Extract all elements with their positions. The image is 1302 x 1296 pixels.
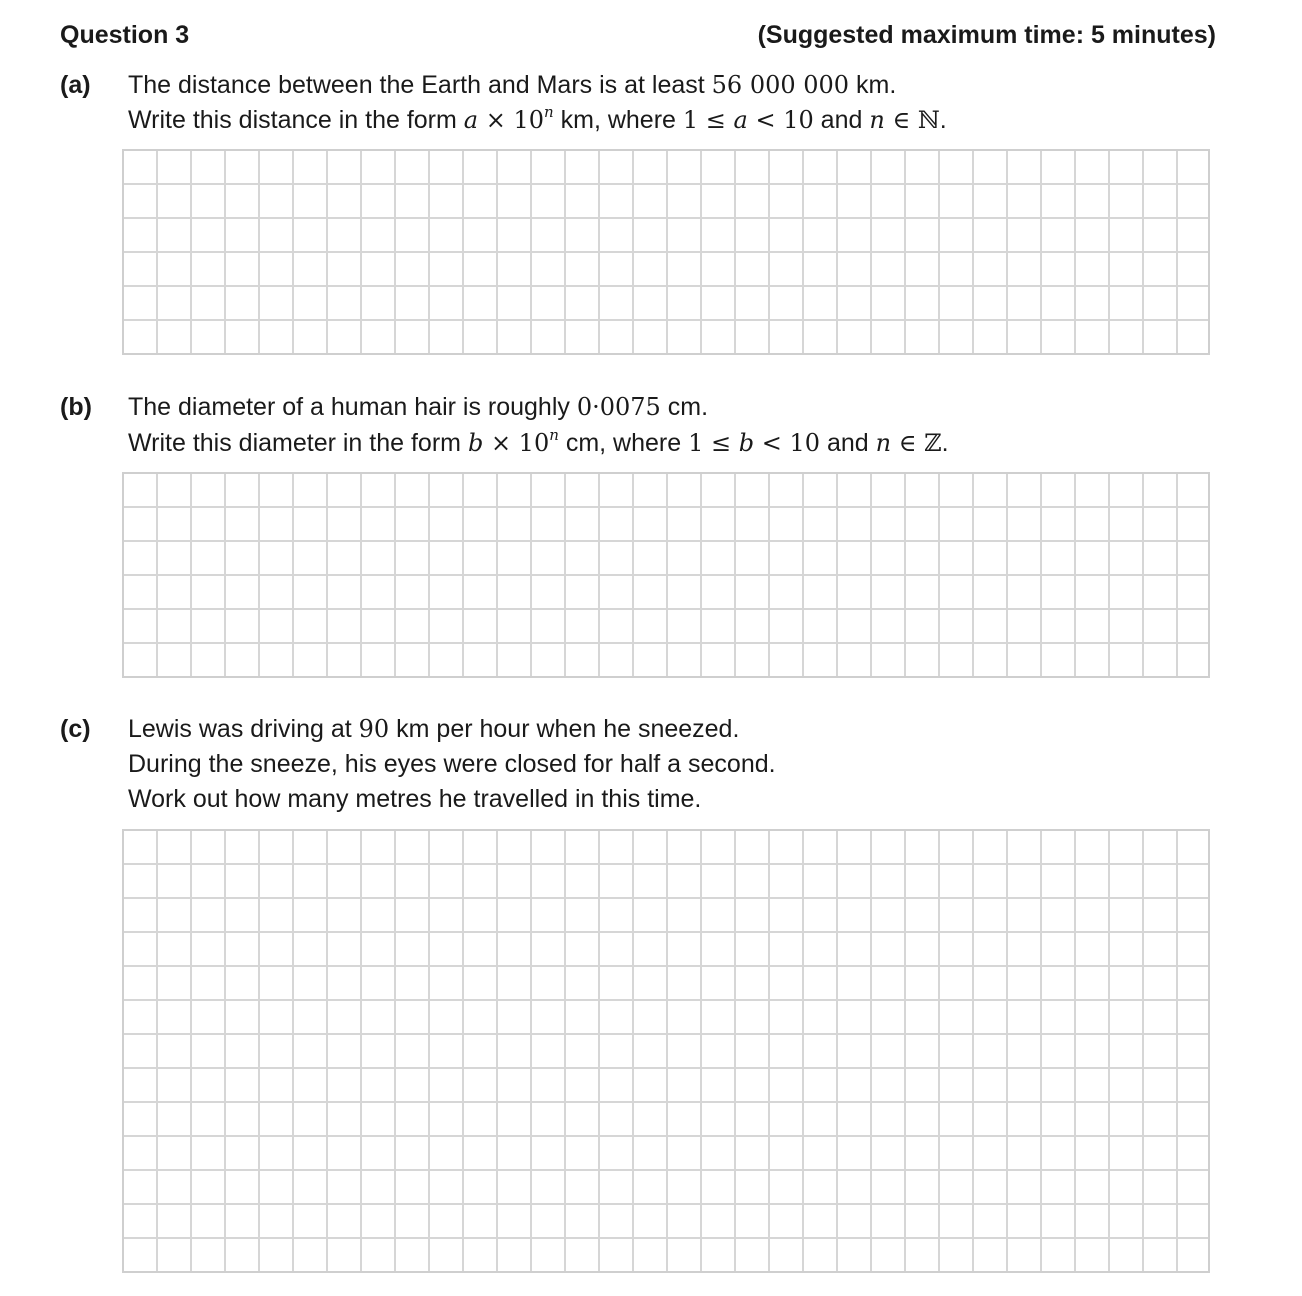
- part-a-text: The distance between the Earth and Mars is at least: [128, 71, 712, 99]
- part-b-label: (b): [60, 393, 92, 421]
- part-a-unit-where: km, where: [553, 106, 683, 134]
- part-c-text-end: km per hour when he sneezed.: [389, 715, 740, 743]
- time-note: (Suggested maximum time: 5 minutes): [757, 21, 1216, 49]
- part-c-line-3: Work out how many metres he travelled in this time.: [128, 785, 702, 813]
- part-c-speed-value: 90: [358, 715, 390, 743]
- part-a-line-1: [128, 70, 896, 100]
- part-a-n-var: n: [869, 106, 885, 134]
- part-b-instruction: Write this diameter in the form: [128, 429, 468, 457]
- question-title: Question 3: [60, 21, 190, 49]
- part-b-and: and: [820, 429, 876, 457]
- answer-grid-c[interactable]: [122, 829, 1210, 1273]
- part-a-label: (a): [60, 71, 91, 99]
- part-a-times-ten: × 10: [478, 106, 544, 134]
- part-a-and: and: [813, 106, 870, 134]
- part-a-distance-value: 56 000 000: [711, 71, 850, 99]
- part-a-var-a: a: [463, 106, 479, 134]
- part-b-n-var: n: [875, 429, 892, 457]
- part-b-times-ten: × 10: [483, 429, 550, 457]
- part-b-cond-upper: < 10: [754, 429, 821, 457]
- part-a-line-2: [128, 105, 947, 135]
- part-a-period: .: [939, 106, 947, 134]
- part-c-line-1: [128, 714, 739, 744]
- part-b-line-2: [128, 428, 949, 458]
- part-a-exponent: n: [544, 103, 554, 121]
- part-b-cond-var: b: [738, 429, 755, 457]
- part-b-cond-lower: 1 ≤: [688, 429, 739, 457]
- part-a-set-naturals: ∈ ℕ: [884, 106, 940, 134]
- part-c-label: (c): [60, 715, 91, 743]
- part-b-unit: cm.: [660, 393, 709, 421]
- part-c-text: Lewis was driving at: [128, 715, 359, 743]
- part-b-exponent: n: [549, 426, 559, 444]
- part-a-unit: km.: [849, 71, 897, 99]
- part-b-diameter-value: 0·0075: [576, 393, 661, 421]
- part-a-cond-upper: < 10: [747, 106, 814, 134]
- part-b-line-1: [128, 392, 708, 422]
- part-c-line-2: During the sneeze, his eyes were closed for half a second.: [128, 750, 776, 778]
- part-b-set-integers: ∈ ℤ: [891, 429, 942, 457]
- part-a-instruction: Write this distance in the form: [128, 106, 464, 134]
- part-b-var-b: b: [467, 429, 484, 457]
- answer-grid-b[interactable]: [122, 472, 1210, 678]
- part-b-unit-where: cm, where: [558, 429, 689, 457]
- part-b-text: The diameter of a human hair is roughly: [128, 393, 577, 421]
- part-b-period: .: [941, 429, 949, 457]
- part-a-cond-lower: 1 ≤: [682, 106, 734, 134]
- answer-grid-a[interactable]: [122, 149, 1210, 355]
- part-a-cond-var: a: [733, 106, 748, 134]
